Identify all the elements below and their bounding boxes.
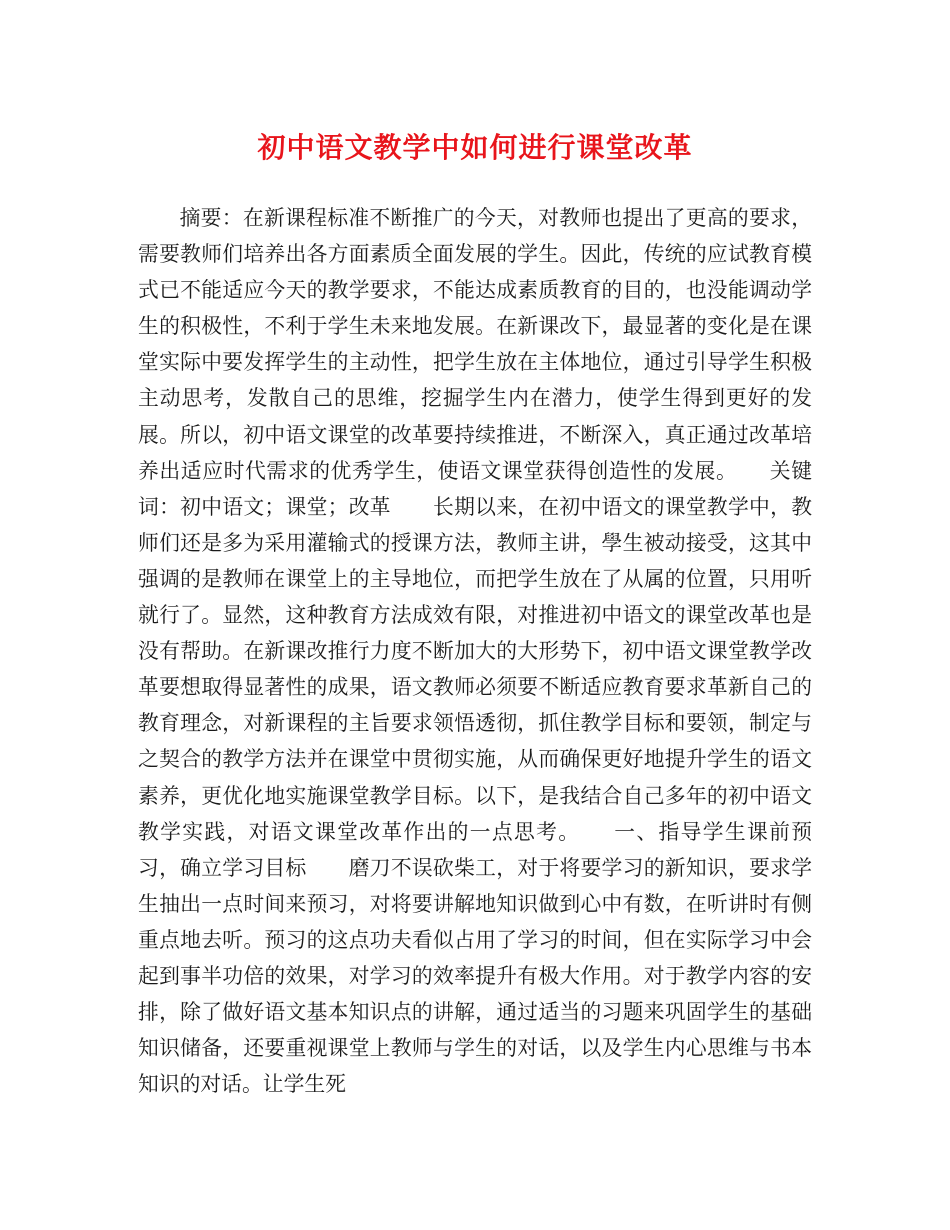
document-body-paragraph: 摘要：在新课程标准不断推广的今天，对教师也提出了更高的要求，需要教师们培养出各方面素质全面发展的学生。因此，传统的应试教育模式已不能适应今天的教学要求，不能达成素质教育的目的，也没能调动学生的积极性，不利于学生未来地发展。在新课改下，最显著的变化是在课堂实际中要发挥学生的主动性，把学生放在主体地位，通过引导学生积极主动思考，发散自己的思维，挖掘学生内在潜力，使学生得到更好的发展。所以，初中语文课堂的改革要持续推进，不断深入，真正通过改革培养出适应时代需求的优秀学生，使语文课堂获得创造性的发展。 关键词：初中语文；课堂；改革 长期以来，在初中语文的课堂教学中，教师们还是多为采用灌输式的授课方法，教师主讲，學生被动接受，这其中强调的是教师在课堂上的主导地位，而把学生放在了从属的位置，只用听就行了。显然，这种教育方法成效有限，对推进初中语文的课堂改革也是没有帮助。在新课改推行力度不断加大的大形势下，初中语文课堂教学改革要想取得显著性的成果，语文教师必须要不断适应教育要求革新自己的教育理念，对新课程的主旨要求领悟透彻，抓住教学目标和要领，制定与之契合的教学方法并在课堂中贯彻实施，从而确保更好地提升学生的语文素养，更优化地实施课堂教学目标。以下，是我结合自己多年的初中语文教学实践，对语文课堂改革作出的一点思考。 一、指导学生课前预习，确立学习目标 磨刀不误砍柴工，对于将要学习的新知识，要求学生抽出一点时间来预习，对将要讲解地知识做到心中有数，在听讲时有侧重点地去听。预习的这点功夫看似占用了学习的时间，但在实际学习中会起到事半功倍的效果，对学习的效率提升有极大作用。对于教学内容的安排，除了做好语文基本知识点的讲解，通过适当的习题来巩固学生的基础知识储备，还要重视课堂上教师与学生的对话，以及学生内心思维与书本知识的对话。让学生死 [138, 206, 812, 1097]
document-title: 初中语文教学中如何进行课堂改革 [257, 131, 693, 164]
